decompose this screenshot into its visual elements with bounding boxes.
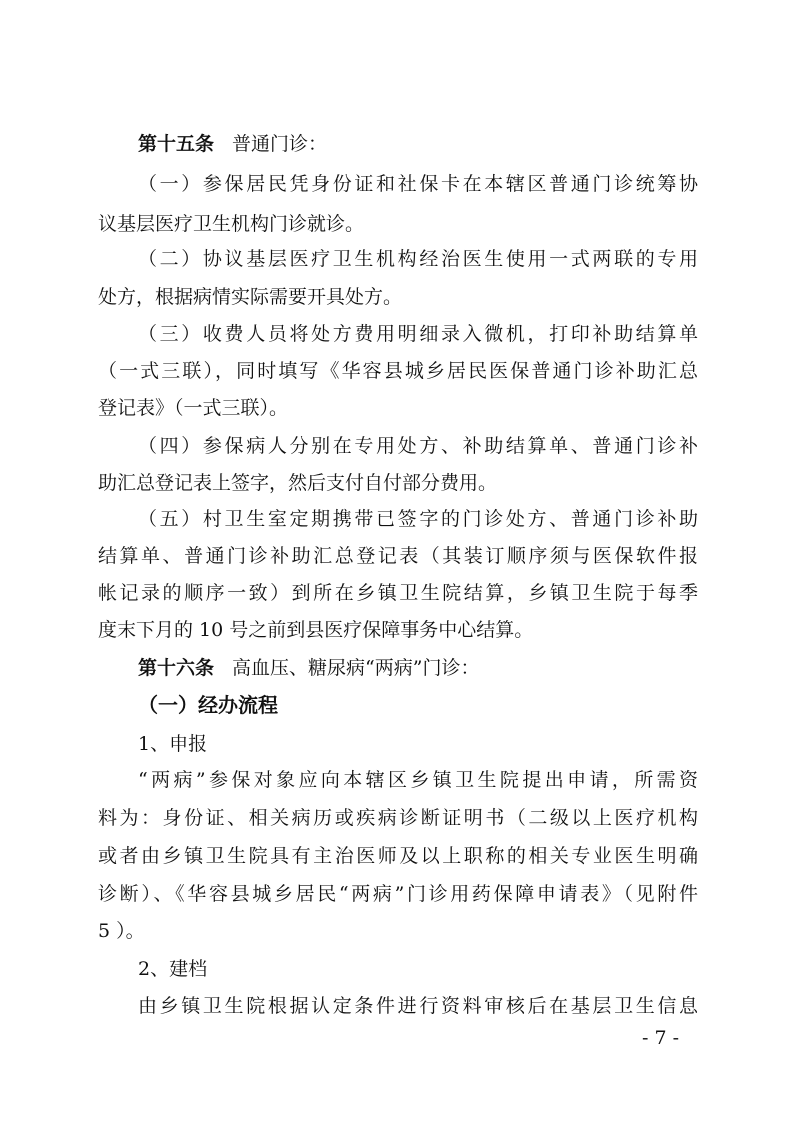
paragraph-line: 帐记录的顺序一致）到所在乡镇卫生院结算，乡镇卫生院于每季 — [98, 582, 698, 604]
paragraph-line: （四）参保病人分别在专用处方、补助结算单、普通门诊补 — [138, 435, 698, 457]
paragraph-line: 诊断）、《华容县城乡居民“两病”门诊用药保障申请表》（见附件 — [98, 883, 698, 905]
article-16-title: 高血压、糖尿病“两病”门诊： — [232, 657, 480, 679]
paragraph-line: 结算单、普通门诊补助汇总登记表（其装订顺序须与医保软件报 — [98, 545, 698, 567]
paragraph-line: 由乡镇卫生院根据认定条件进行资料审核后在基层卫生信息 — [138, 995, 698, 1017]
paragraph-line: 5 ）。 — [98, 920, 145, 942]
page-number: - 7 - — [642, 1027, 680, 1049]
article-16-number: 第十六条 — [138, 657, 215, 679]
paragraph-line: 登记表》（一式三联）。 — [98, 397, 289, 419]
paragraph-line: 助汇总登记表上签字，然后支付自付部分费用。 — [98, 472, 498, 494]
paragraph-line: 度末下月的 10 号之前到县医疗保障事务中心结算。 — [98, 619, 534, 641]
paragraph-line: 料为：身份证、相关病历或疾病诊断证明书（二级以上医疗机构 — [98, 807, 698, 829]
paragraph-line: （一式三联），同时填写《华容县城乡居民医保普通门诊补助汇总 — [98, 360, 698, 382]
paragraph-line: （三）收费人员将处方费用明细录入微机，打印补助结算单 — [138, 323, 698, 345]
paragraph-line: 处方，根据病情实际需要开具处方。 — [98, 286, 403, 308]
paragraph-line: “两病”参保对象应向本辖区乡镇卫生院提出申请，所需资 — [138, 769, 698, 791]
article-16-heading — [138, 655, 698, 681]
article-15-heading — [138, 131, 698, 157]
subsection-heading: 2、建档 — [138, 958, 208, 980]
paragraph-line: （一）参保居民凭身份证和社保卡在本辖区普通门诊统筹协 — [138, 173, 698, 195]
paragraph-line: 或者由乡镇卫生院具有主治医师及以上职称的相关专业医生明确 — [98, 845, 698, 867]
subsection-heading: 1、申报 — [138, 733, 208, 755]
section-heading: （一）经办流程 — [138, 693, 278, 717]
article-15-title: 普通门诊： — [232, 133, 328, 155]
article-15-number: 第十五条 — [138, 133, 215, 155]
paragraph-line: （二）协议基层医疗卫生机构经治医生使用一式两联的专用 — [138, 248, 698, 270]
paragraph-line: （五）村卫生室定期携带已签字的门诊处方、普通门诊补助 — [138, 508, 698, 530]
paragraph-line: 议基层医疗卫生机构门诊就诊。 — [98, 213, 365, 235]
